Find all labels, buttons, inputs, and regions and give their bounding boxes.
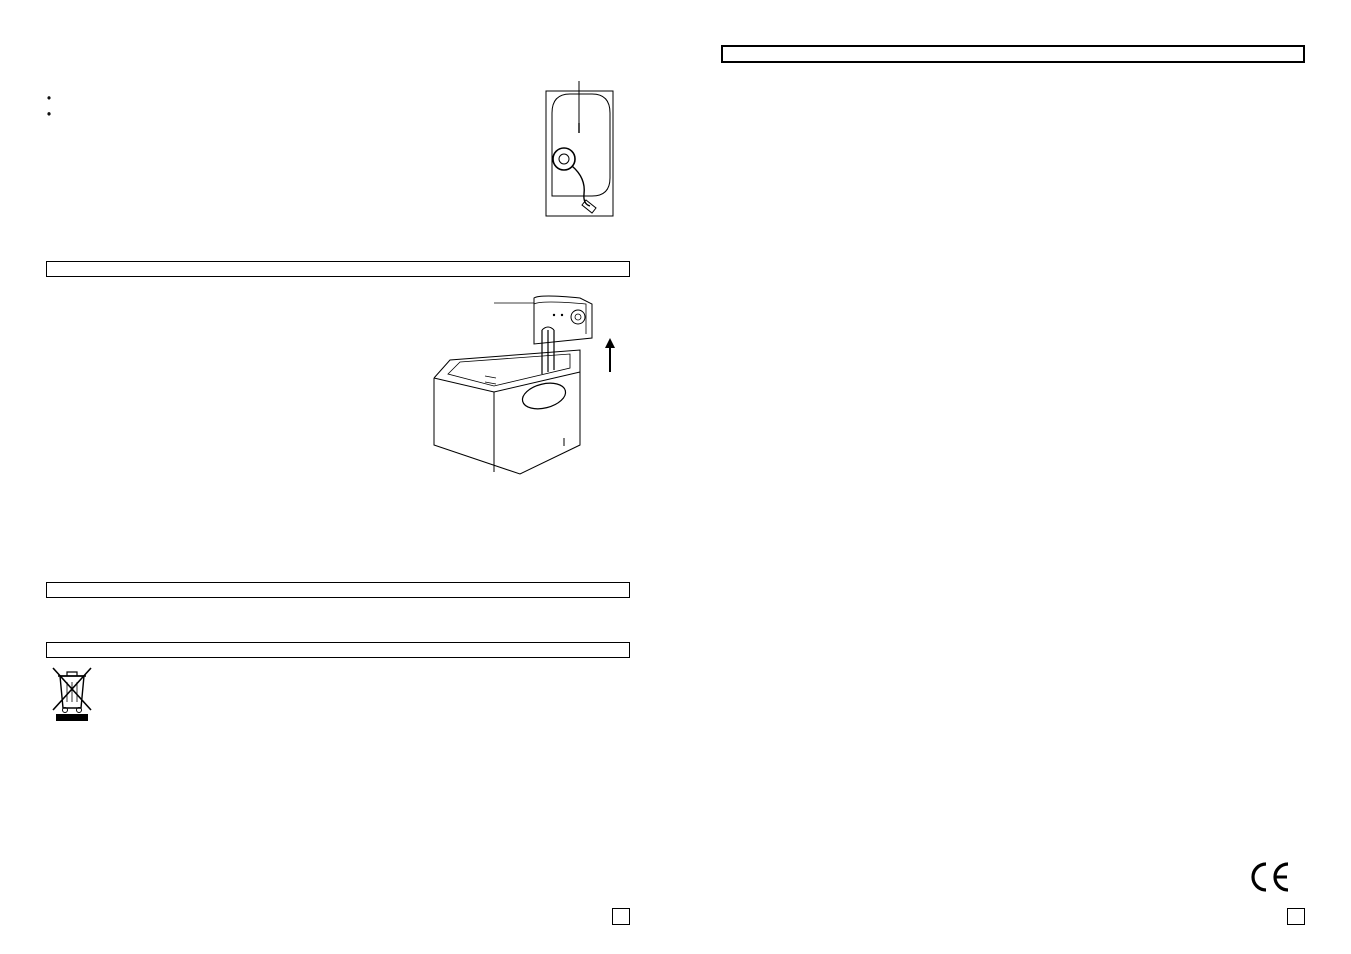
list-item xyxy=(47,91,517,107)
section-header-tech xyxy=(46,582,630,598)
fryer-illustration xyxy=(430,290,620,475)
ce-mark-icon xyxy=(1248,860,1292,894)
steps-block xyxy=(47,91,517,107)
tech-row xyxy=(47,619,447,635)
page-number-left xyxy=(612,908,630,925)
section-header-warranty xyxy=(721,45,1305,63)
tech-table xyxy=(47,602,447,636)
restart-illustration xyxy=(540,78,620,223)
warranty-text xyxy=(722,65,1322,344)
tech-row xyxy=(47,602,447,618)
section-header-environment xyxy=(46,642,630,658)
page-number-right xyxy=(1287,908,1305,925)
weee-bin-icon xyxy=(50,664,94,722)
section-header-cleaning xyxy=(46,261,630,277)
